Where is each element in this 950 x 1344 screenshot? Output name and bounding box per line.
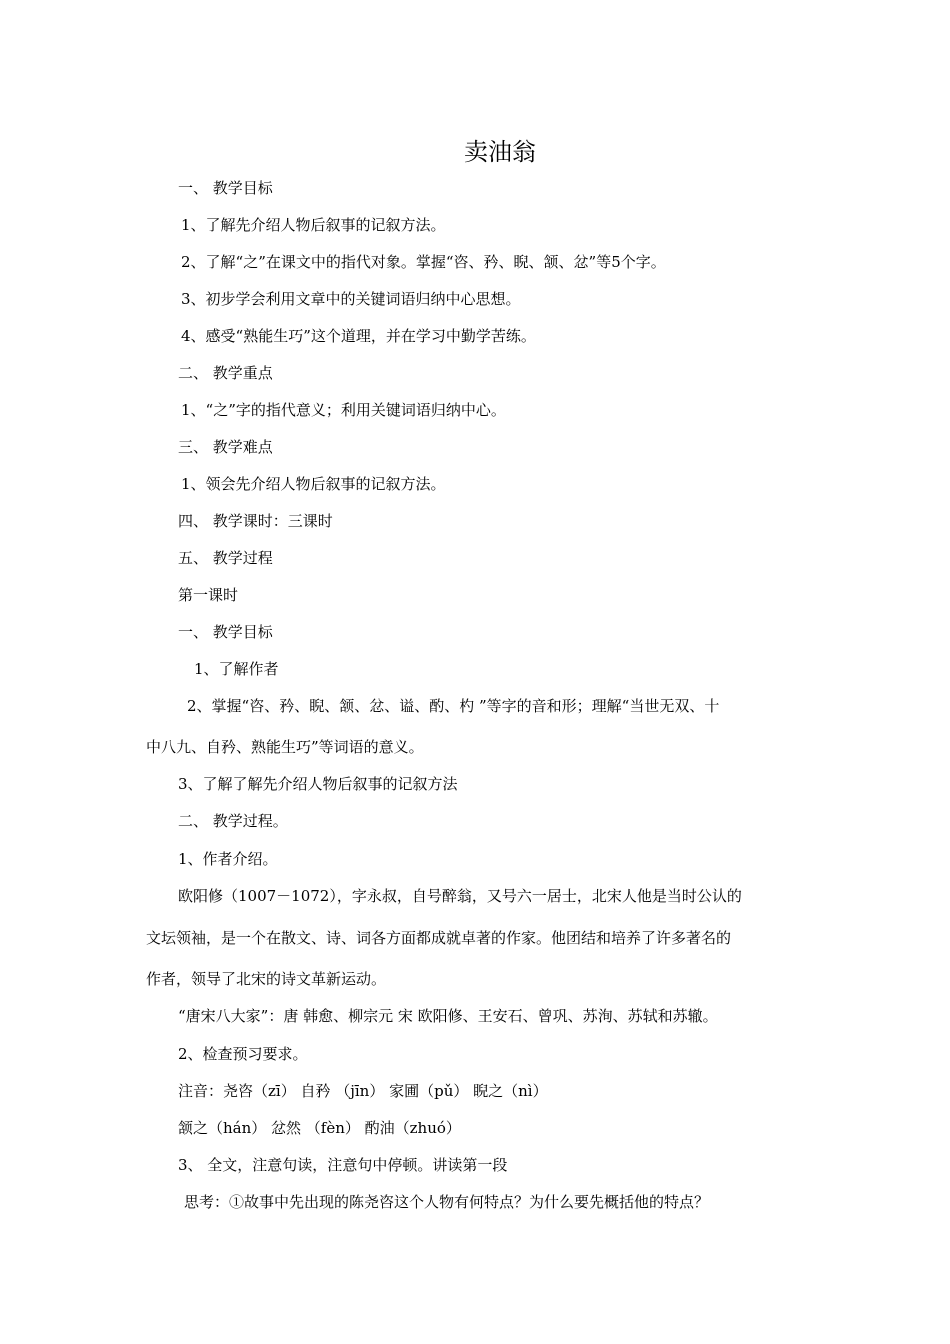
goal-item-2: 2、了解“之”在课文中的指代对象。掌握“咨、矜、睨、颔、忿”等5个字。 — [181, 253, 666, 271]
preview-check-heading: 2、检查预习要求。 — [178, 1045, 308, 1063]
author-paragraph-line-1: 欧阳修（1007－1072），字永叔，自号醉翁，又号六一居士，北宋人他是当时公认的 — [178, 887, 742, 905]
lesson-process-heading: 二、 教学过程。 — [178, 812, 288, 830]
section-heading-hours: 四、 教学课时：三课时 — [178, 512, 333, 530]
section-heading-difficulty: 三、 教学难点 — [178, 438, 273, 456]
lesson-goal-1: 1、了解作者 — [194, 660, 279, 678]
lesson-heading-first: 第一课时 — [178, 586, 239, 604]
section-heading-focus: 二、 教学重点 — [178, 364, 273, 382]
think-question-1: 思考：①故事中先出现的陈尧咨这个人物有何特点？为什么要先概括他的特点？ — [184, 1193, 710, 1211]
page-title: 卖油翁 — [464, 138, 536, 166]
lesson-goal-2-line-2: 中八九、自矜、熟能生巧”等词语的意义。 — [146, 738, 424, 756]
lesson-goal-3: 3、了解了解先介绍人物后叙事的记叙方法 — [178, 775, 458, 793]
author-paragraph-line-3: 作者，领导了北宋的诗文革新运动。 — [146, 970, 387, 988]
lesson-goal-2-line-1: 2、掌握“咨、矜、睨、颔、忿、谥、酌、杓 ”等字的音和形；理解“当世无双、十 — [187, 697, 720, 715]
goal-item-3: 3、初步学会利用文章中的关键词语归纳中心思想。 — [181, 290, 521, 308]
focus-item-1: 1、“之”字的指代意义；利用关键词语归纳中心。 — [181, 401, 506, 419]
pronunciation-line-2: 颔之（hán） 忿然 （fèn） 酌油（zhuó） — [178, 1119, 461, 1137]
pronunciation-line-1: 注音：尧咨（zī） 自矜 （jīn） 家圃（pǔ） 睨之（nì） — [178, 1082, 548, 1100]
author-intro-heading: 1、作者介绍。 — [178, 850, 278, 868]
lesson-goals-heading: 一、 教学目标 — [178, 623, 273, 641]
section-heading-goals: 一、 教学目标 — [178, 179, 273, 197]
goal-item-1: 1、了解先介绍人物后叙事的记叙方法。 — [181, 216, 446, 234]
eight-masters-line: “唐宋八大家”：唐 韩愈、柳宗元 宋 欧阳修、王安石、曾巩、苏洵、苏轼和苏辙。 — [178, 1007, 718, 1025]
goal-item-4: 4、感受“熟能生巧”这个道理，并在学习中勤学苦练。 — [181, 327, 536, 345]
reading-instruction: 3、 全文，注意句读，注意句中停顿。讲读第一段 — [178, 1156, 508, 1174]
author-paragraph-line-2: 文坛领袖，是一个在散文、诗、词各方面都成就卓著的作家。他团结和培养了许多著名的 — [146, 929, 732, 947]
section-heading-process: 五、 教学过程 — [178, 549, 273, 567]
difficulty-item-1: 1、领会先介绍人物后叙事的记叙方法。 — [181, 475, 446, 493]
